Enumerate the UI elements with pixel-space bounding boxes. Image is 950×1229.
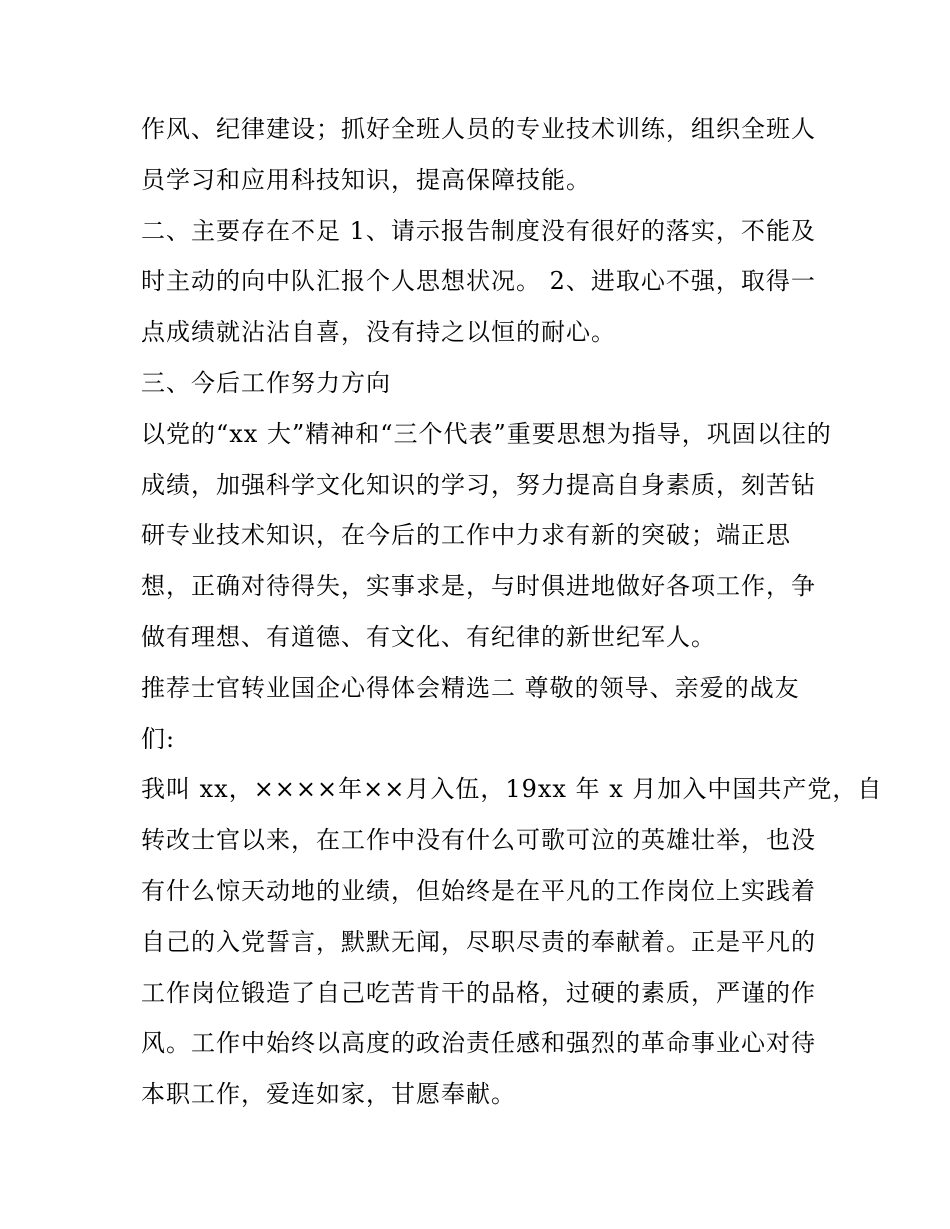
- text-line: 时主动的向中队汇报个人思想状况。 2、进取心不强，取得一: [141, 267, 816, 296]
- text-line: 们:: [141, 724, 176, 753]
- section-heading: 三、今后工作努力方向: [141, 368, 391, 397]
- text-line: 本职工作，爱连如家，甘愿奉献。: [141, 1080, 516, 1109]
- text-line: 成绩，加强科学文化知识的学习，努力提高自身素质，刻苦钻: [141, 470, 816, 499]
- text-line: 做有理想、有道德、有文化、有纪律的新世纪军人。: [141, 622, 716, 651]
- text-line: 想，正确对待得失，实事求是，与时俱进地做好各项工作，争: [141, 572, 816, 601]
- text-line: 研专业技术知识，在今后的工作中力求有新的突破；端正思: [141, 521, 791, 550]
- text-line: 转改士官以来，在工作中没有什么可歌可泣的英雄壮举，也没: [141, 826, 816, 855]
- text-line: 风。工作中始终以高度的政治责任感和强烈的革命事业心对待: [141, 1029, 816, 1058]
- text-line: 我叫 xx，××××年××月入伍，19xx 年 x 月加入中国共产党，自: [141, 775, 883, 804]
- text-line: 工作岗位锻造了自己吃苦肯干的品格，过硬的素质，严谨的作: [141, 978, 816, 1007]
- document-body: [141, 104, 883, 1120]
- text-line: 作风、纪律建设；抓好全班人员的专业技术训练，组织全班人: [141, 115, 816, 143]
- text-line: 有什么惊天动地的业绩，但始终是在平凡的工作岗位上实践着: [141, 876, 816, 905]
- text-line: 推荐士官转业国企心得体会精选二 尊敬的领导、亲爱的战友: [141, 673, 800, 702]
- text-line: 点成绩就沾沾自喜，没有持之以恒的耐心。: [141, 318, 616, 347]
- text-line: 二、主要存在不足 1、请示报告制度没有很好的落实，不能及: [141, 216, 816, 245]
- text-line: 以党的“xx 大”精神和“三个代表”重要思想为指导，巩固以往的: [141, 419, 832, 448]
- text-line: 自己的入党誓言，默默无闻，尽职尽责的奉献着。正是平凡的: [141, 927, 816, 956]
- text-line: 员学习和应用科技知识，提高保障技能。: [141, 165, 591, 194]
